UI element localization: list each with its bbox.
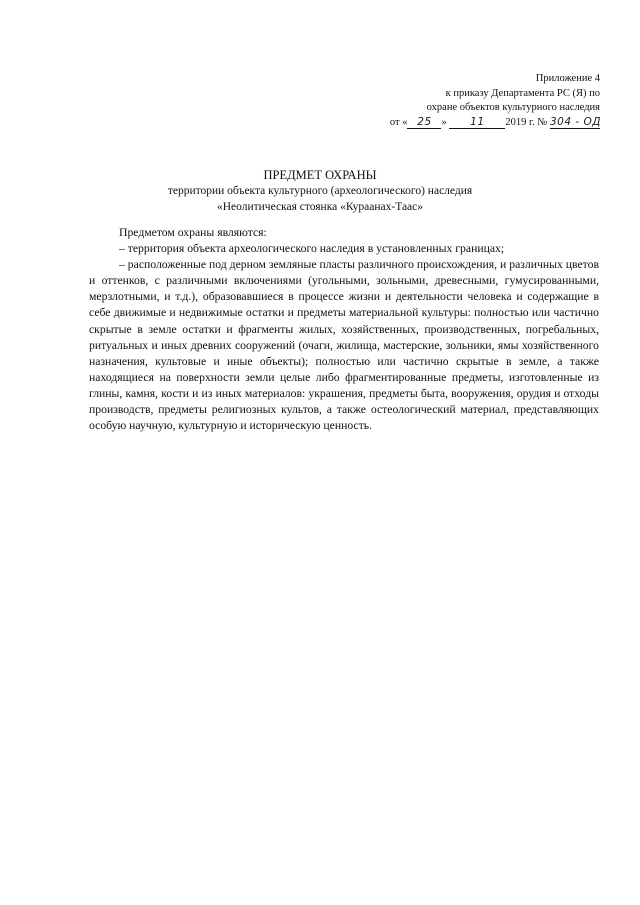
date-mid: » <box>441 116 447 128</box>
appendix-date-line <box>340 116 600 131</box>
appendix-order-ref: к приказу Департамента РС (Я) по <box>445 87 600 99</box>
document-title: ПРЕДМЕТ ОХРАНЫ <box>263 168 377 182</box>
date-month-handwritten: 11 <box>449 117 505 129</box>
order-number-handwritten: 304 - ОД <box>550 115 601 128</box>
subtitle-line-2: «Неолитическая стоянка «Кураанах-Таас» <box>216 201 424 213</box>
appendix-label: Приложение 4 <box>535 73 600 84</box>
subtitle-line-1: территории объекта культурного (археологического) наследия <box>167 185 473 197</box>
intro-paragraph: Предметом охраны являются: <box>119 226 267 239</box>
date-day-handwritten: 25 <box>407 117 441 129</box>
appendix-block <box>340 72 600 130</box>
item-soil-layers: – расположенные под дерном земляные пласты различного происхождения, и различных цветов и оттенков, с различными включениями (угольными, зольными, древесными, гумусированными, мерзлотными, и т.д.), образовавшиеся в процессе жизни и деятельности человека и содержащие в себе движимые и недвижимые остатки и предметы материальной культуры: полностью или частично скрытые в земле остатки и фрагменты жилых, хозяйственных, производственных, погребальных, ритуальных и иных древних сооружений (очаги, жилища, мастерские, зольники, ямы хозяйственного назначения, культовые и иные объекты); полностью или частично скрытые в земле, а также находящиеся на поверхности земли целые либо фрагментированные предметы, изготовленные из глины, камня, кости и из иных материалов: украшения, предметы быта, вооружения, орудия и отходы производств, предметы религиозных культов, а также остеологический материал, представляющих особую научную, культурную и историческую ценность. <box>89 258 599 433</box>
item-territory: – территория объекта археологического наследия в установленных границах; <box>119 242 505 256</box>
document-body <box>89 225 599 434</box>
document-subtitle <box>0 183 640 215</box>
date-year: 2019 г. № <box>505 116 548 128</box>
date-prefix: от « <box>389 116 408 128</box>
appendix-department: охране объектов культурного наследия <box>426 102 600 114</box>
